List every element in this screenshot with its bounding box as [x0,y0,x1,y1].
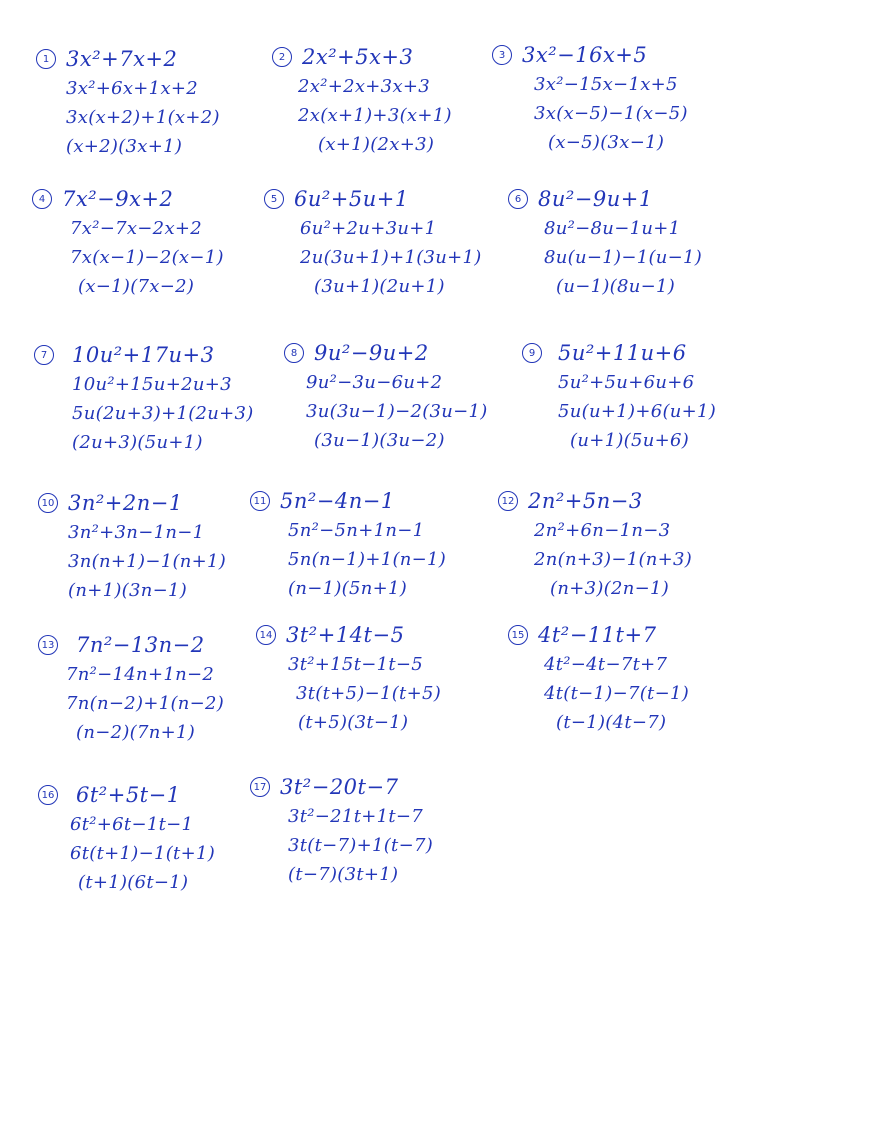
problem-number-badge: 4 [32,189,52,209]
step-split: 10u²+15u+2u+3 [72,374,232,395]
problem-12 [498,486,692,603]
problem-16 [38,780,215,897]
problem-number-badge: 16 [38,785,58,805]
step-split: 4t²−4t−7t+7 [544,654,668,675]
problem-expression: 3x²+7x+2 [66,47,178,71]
step-split: 6u²+2u+3u+1 [300,218,437,239]
problem-number-badge: 2 [272,47,292,67]
problem-number-badge: 11 [250,491,270,511]
step-factored: (n−1)(5n+1) [288,578,408,599]
step-group: 2x(x+1)+3(x+1) [298,105,452,126]
problem-1 [36,44,220,161]
step-group: 2u(3u+1)+1(3u+1) [300,247,482,268]
step-group: 4t(t−1)−7(t−1) [544,683,690,704]
step-split: 7x²−7x−2x+2 [70,218,203,239]
step-split: 2x²+2x+3x+3 [298,76,431,97]
problem-expression: 7n²−13n−2 [76,633,205,657]
problem-6 [508,184,702,301]
step-group: 6t(t+1)−1(t+1) [70,843,216,864]
problem-number-badge: 15 [508,625,528,645]
problem-13 [38,630,224,747]
step-factored: (t+5)(3t−1) [298,712,409,733]
step-factored: (x−5)(3x−1) [548,132,665,153]
step-group: 3u(3u−1)−2(3u−1) [306,401,488,422]
problem-5 [264,184,482,301]
step-factored: (x+2)(3x+1) [66,136,183,157]
problem-17 [250,772,433,889]
problem-11 [250,486,446,603]
step-split: 3n²+3n−1n−1 [68,522,205,543]
step-split: 3t²+15t−1t−5 [288,654,424,675]
step-factored: (n−2)(7n+1) [76,722,196,743]
step-factored: (2u+3)(5u+1) [72,432,203,453]
step-group: 3t(t−7)+1(t−7) [288,835,434,856]
step-split: 7n²−14n+1n−2 [66,664,215,685]
step-factored: (3u+1)(2u+1) [314,276,445,297]
step-split: 3x²+6x+1x+2 [66,78,199,99]
problem-expression: 6t²+5t−1 [76,783,181,807]
problem-expression: 3t²+14t−5 [286,623,405,647]
step-factored: (n+3)(2n−1) [550,578,670,599]
problem-number-badge: 17 [250,777,270,797]
step-split: 5u²+5u+6u+6 [558,372,695,393]
step-split: 5n²−5n+1n−1 [288,520,425,541]
problem-expression: 5n²−4n−1 [280,489,395,513]
problem-2 [272,42,452,159]
problem-9 [522,338,716,455]
step-factored: (n+1)(3n−1) [68,580,188,601]
step-factored: (x−1)(7x−2) [78,276,195,297]
step-split: 3x²−15x−1x+5 [534,74,678,95]
problem-number-badge: 9 [522,343,542,363]
step-group: 5u(u+1)+6(u+1) [558,401,717,422]
step-group: 3x(x+2)+1(x+2) [66,107,220,128]
problem-15 [508,620,689,737]
problem-7 [34,340,254,457]
problem-8 [284,338,488,455]
step-factored: (t−7)(3t+1) [288,864,399,885]
problem-expression: 3x²−16x+5 [522,43,648,67]
step-group: 5n(n−1)+1(n−1) [288,549,447,570]
problem-expression: 9u²−9u+2 [314,341,429,365]
problem-expression: 3t²−20t−7 [280,775,399,799]
step-group: 7x(x−1)−2(x−1) [70,247,224,268]
problem-number-badge: 7 [34,345,54,365]
problem-expression: 10u²+17u+3 [72,343,215,367]
step-group: 8u(u−1)−1(u−1) [544,247,703,268]
problem-number-badge: 12 [498,491,518,511]
problem-14 [256,620,441,737]
problem-number-badge: 13 [38,635,58,655]
problem-3 [492,40,688,157]
step-split: 3t²−21t+1t−7 [288,806,424,827]
step-group: 7n(n−2)+1(n−2) [66,693,225,714]
step-split: 9u²−3u−6u+2 [306,372,443,393]
problem-number-badge: 6 [508,189,528,209]
problem-expression: 4t²−11t+7 [538,623,657,647]
step-split: 2n²+6n−1n−3 [534,520,671,541]
step-factored: (u+1)(5u+6) [570,430,690,451]
step-split: 8u²−8u−1u+1 [544,218,681,239]
step-factored: (3u−1)(3u−2) [314,430,445,451]
step-group: 5u(2u+3)+1(2u+3) [72,403,254,424]
problem-expression: 5u²+11u+6 [558,341,687,365]
problem-number-badge: 8 [284,343,304,363]
problem-expression: 8u²−9u+1 [538,187,653,211]
problem-expression: 2n²+5n−3 [528,489,643,513]
problem-expression: 6u²+5u+1 [294,187,409,211]
step-factored: (t−1)(4t−7) [556,712,667,733]
step-factored: (t+1)(6t−1) [78,872,189,893]
problem-expression: 3n²+2n−1 [68,491,183,515]
problem-expression: 2x²+5x+3 [302,45,414,69]
step-factored: (x+1)(2x+3) [318,134,435,155]
problem-number-badge: 1 [36,49,56,69]
step-group: 3t(t+5)−1(t+5) [296,683,442,704]
step-group: 3x(x−5)−1(x−5) [534,103,688,124]
step-factored: (u−1)(8u−1) [556,276,676,297]
problem-expression: 7x²−9x+2 [62,187,174,211]
step-split: 6t²+6t−1t−1 [70,814,194,835]
problem-number-badge: 10 [38,493,58,513]
problem-number-badge: 14 [256,625,276,645]
problem-10 [38,488,226,605]
problem-number-badge: 5 [264,189,284,209]
step-group: 3n(n+1)−1(n+1) [68,551,227,572]
step-group: 2n(n+3)−1(n+3) [534,549,693,570]
problem-4 [32,184,224,301]
problem-number-badge: 3 [492,45,512,65]
